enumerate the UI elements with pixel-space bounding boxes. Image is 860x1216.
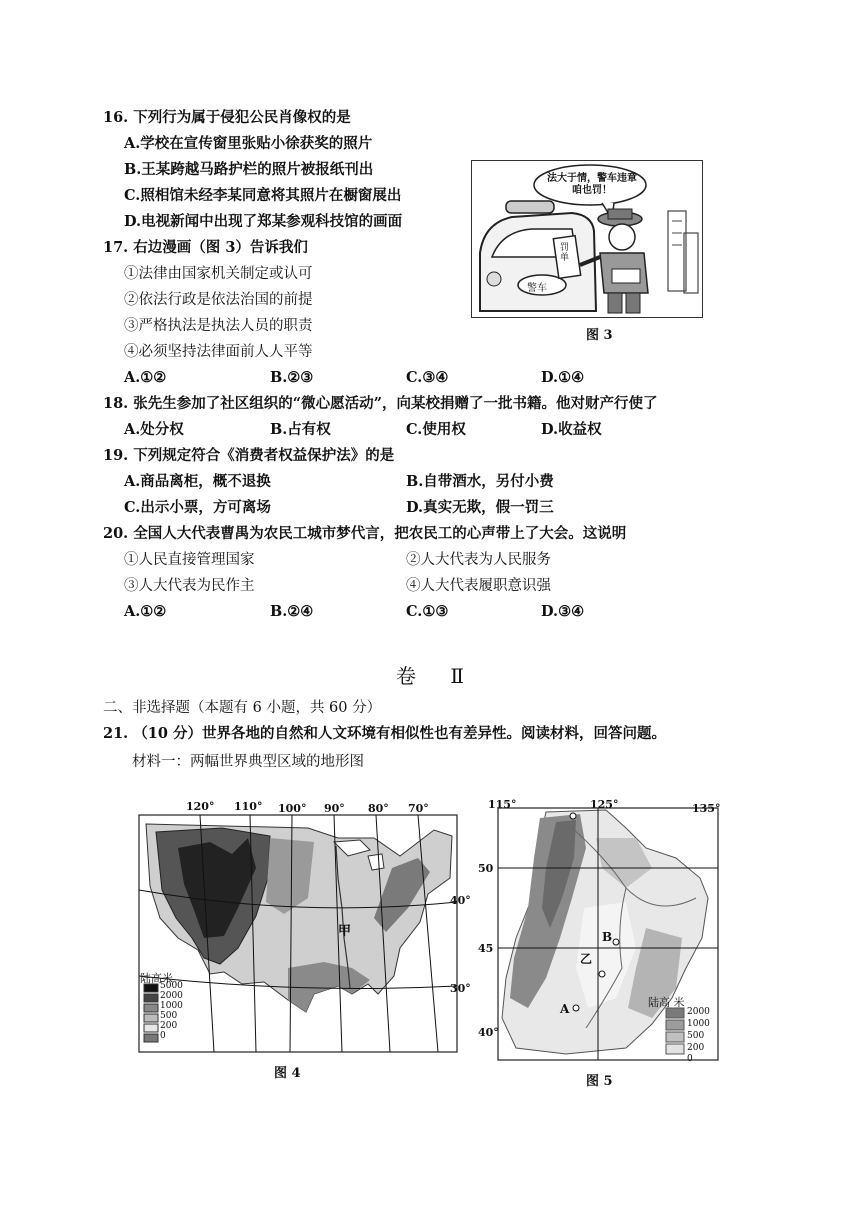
- fig5-point-b: B: [602, 930, 613, 944]
- fig4-lon-110: 110°: [234, 800, 263, 813]
- fig4-legend-2000: 2000: [160, 991, 183, 1001]
- fig5-lat-45: 45: [478, 942, 494, 955]
- q16-option-c: C.照相馆未经李某同意将其照片在橱窗展出: [124, 187, 402, 204]
- fig4-legend-500: 500: [160, 1011, 178, 1021]
- q20-option-a: A.①②: [124, 603, 167, 620]
- fig4-lon-70: 70°: [408, 802, 429, 815]
- us-terrain-map: [138, 798, 458, 1058]
- cartoon-ticket-label: 罚单: [560, 243, 570, 263]
- q20-option-c: C.①③: [406, 603, 449, 620]
- cartoon-speech-text: 法大于情，警车违章咱也罚！: [547, 173, 637, 196]
- q17-item-2: ②依法行政是依法治国的前提: [124, 292, 313, 308]
- fig4-lon-120: 120°: [186, 800, 215, 813]
- fig4-point-jia: 甲: [338, 924, 352, 939]
- fig5-legend-1000: 1000: [687, 1019, 710, 1029]
- fig5-legend-title: 陆高 米: [648, 996, 685, 1009]
- map-figure-4: [138, 798, 471, 1058]
- fig5-lon-135: 135°: [692, 802, 721, 815]
- q19-option-a: A.商品离柜，概不退换: [124, 473, 271, 490]
- fig5-lon-125: 125°: [590, 798, 619, 811]
- q17-item-3: ③严格执法是执法人员的职责: [124, 318, 313, 334]
- q20-item-1: ①人民直接管理国家: [124, 552, 255, 568]
- q18-option-a: A.处分权: [124, 421, 184, 438]
- part-two-heading: 二、非选择题（本题有 6 小题，共 60 分）: [103, 700, 382, 716]
- q17-item-4: ④必须坚持法律面前人人平等: [124, 344, 313, 360]
- q20-item-2: ②人大代表为人民服务: [406, 552, 551, 568]
- q17-option-b: B.②③: [270, 369, 314, 386]
- fig4-lat-40: 40°: [450, 894, 471, 907]
- fig4-legend-1000: 1000: [160, 1001, 183, 1011]
- q20-stem: 20. 全国人大代表曹禺为农民工城市梦代言，把农民工的心声带上了大会。这说明: [103, 525, 627, 542]
- fig5-lat-50: 50: [478, 862, 494, 875]
- q19-option-b: B.自带酒水，另付小费: [406, 473, 554, 490]
- q19-option-c: C.出示小票，方可离场: [124, 499, 271, 516]
- figure-3-caption: 图 3: [586, 328, 613, 343]
- fig5-lon-115: 115°: [488, 798, 517, 811]
- fig4-legend-5000: 5000: [160, 981, 183, 991]
- q19-option-d: D.真实无欺，假一罚三: [406, 499, 554, 516]
- figure-5-caption: 图 5: [586, 1074, 613, 1089]
- q21-material-one: 材料一：两幅世界典型区域的地形图: [132, 754, 364, 770]
- fig5-lat-40: 40°: [478, 1026, 499, 1039]
- q19-stem: 19. 下列规定符合《消费者权益保护法》的是: [103, 447, 395, 464]
- q17-option-d: D.①④: [541, 369, 585, 386]
- q18-option-b: B.占有权: [270, 421, 331, 438]
- q20-option-d: D.③④: [541, 603, 585, 620]
- q17-option-c: C.③④: [406, 369, 449, 386]
- q18-option-c: C.使用权: [406, 421, 466, 438]
- q18-option-d: D.收益权: [541, 421, 602, 438]
- figure-4-caption: 图 4: [274, 1066, 301, 1081]
- fig4-lon-100: 100°: [278, 802, 307, 815]
- q18-stem: 18. 张先生参加了社区组织的“微心愿活动”，向某校捐赠了一批书籍。他对财产行使了: [103, 395, 658, 412]
- fig5-legend-0: 0: [687, 1054, 693, 1064]
- q16-option-a: A.学校在宣传窗里张贴小徐获奖的照片: [124, 135, 373, 152]
- fig4-lon-80: 80°: [368, 802, 389, 815]
- fig5-point-yi: 乙: [580, 952, 593, 966]
- q17-option-a: A.①②: [124, 369, 167, 386]
- q16-option-d: D.电视新闻中出现了郑某参观科技馆的画面: [124, 213, 403, 230]
- q16-stem: 16. 下列行为属于侵犯公民肖像权的是: [103, 109, 351, 126]
- q16-option-b: B.王某跨越马路护栏的照片被报纸刊出: [124, 161, 374, 178]
- fig5-point-a: A: [560, 1002, 570, 1016]
- fig4-legend-200: 200: [160, 1021, 178, 1031]
- fig5-legend-500: 500: [687, 1031, 705, 1041]
- fig4-legend-0: 0: [160, 1031, 166, 1041]
- cartoon-car-label: 警车: [527, 283, 547, 294]
- map-figure-5: [476, 798, 724, 1066]
- fig4-lat-30: 30°: [450, 982, 471, 995]
- fig4-lon-90: 90°: [324, 802, 345, 815]
- q20-item-4: ④人大代表履职意识强: [406, 578, 551, 594]
- q20-option-b: B.②④: [270, 603, 314, 620]
- fig5-legend-2000: 2000: [687, 1007, 710, 1017]
- fig4-legend-title: 陆高米: [140, 972, 173, 985]
- q20-item-3: ③人大代表为民作主: [124, 578, 255, 594]
- q17-stem: 17. 右边漫画（图 3）告诉我们: [103, 239, 308, 256]
- cartoon-figure-3: [471, 160, 703, 318]
- q17-item-1: ①法律由国家机关制定或认可: [124, 266, 313, 282]
- q21-stem: 21. （10 分）世界各地的自然和人文环境有相似性也有差异性。阅读材料，回答问题。: [103, 725, 666, 742]
- fig5-legend-200: 200: [687, 1043, 705, 1053]
- section-title: 卷 Ⅱ: [396, 664, 478, 688]
